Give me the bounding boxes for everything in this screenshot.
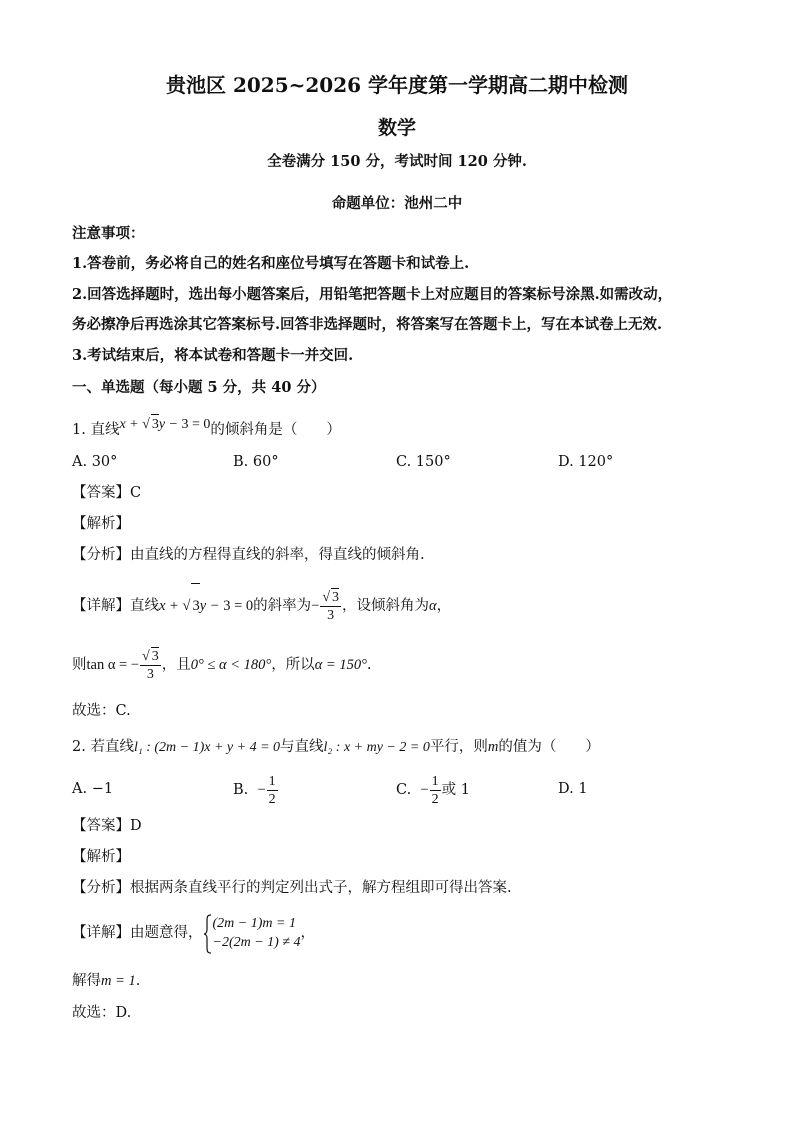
q2-analysis: 【分析】根据两条直线平行的判定列出式子，解方程组即可得出答案. [72, 880, 512, 896]
minus-sign: − [257, 782, 266, 798]
note-2b: 务必擦净后再选涂其它答案标号.回答非选择题时，将答案写在答题卡上，写在本试卷上无效. [72, 316, 663, 333]
q1-detail-equation: x + √ 3y − 3 = 0 [159, 598, 253, 614]
q2-option-b [233, 768, 279, 812]
section-heading: 一、单选题（每小题 5 分，共 40 分） [72, 379, 326, 396]
q2-answer: 【答案】D [72, 818, 142, 834]
q1-detail [72, 583, 451, 627]
q1-answer: 【答案】C [72, 485, 142, 501]
left-brace-icon [203, 914, 212, 954]
exam-info: 全卷满分 150 分，考试时间 120 分钟. [267, 153, 527, 170]
q2-option-c-fraction: $\frac{1}{2}$ [431, 773, 439, 807]
minus-sign: − [420, 782, 429, 798]
q2-option-c [396, 768, 470, 812]
q2-choose: 故选：D. [72, 1005, 132, 1021]
q2-mid2: 平行，则 [429, 739, 488, 755]
q2-prefix: 2. 若直线 [72, 739, 134, 755]
page-title: 贵池区 2025~2026 学年度第一学期高二期中检测 [165, 73, 628, 97]
q2-equation-1: (2m − 1)m = 1 [212, 916, 296, 931]
note-1: 1.答卷前，务必将自己的姓名和座位号填写在答题卡和试卷上. [72, 255, 470, 272]
q2-option-b-label: B. [233, 782, 249, 798]
note-2a: 2.回答选择题时，选出每小题答案后，用铅笔把答题卡上对应题目的答案标号涂黑.如需改动， [72, 286, 673, 303]
q1-suffix: 的倾斜角是（ ） [210, 422, 341, 438]
q2-mid: 与直线 [280, 739, 324, 755]
q2-line-2: l₂ : x + my − 2 = 0 [323, 740, 430, 755]
q2-equation-system [203, 914, 301, 952]
q1-choose: 故选：C. [72, 703, 131, 719]
q2-option-d: D. 1 [558, 781, 588, 797]
q2-comma: ， [300, 925, 316, 941]
q2-solve-end: . [135, 973, 141, 989]
q2-option-c-tail: 或 1 [441, 782, 470, 798]
q1-equation: x + √ 3y − 3 = 0 [119, 417, 210, 432]
q2-solve [72, 971, 140, 991]
question-2 [72, 737, 600, 758]
q2-variable-m: m [487, 739, 499, 755]
author-unit: 命题单位：池州二中 [331, 195, 463, 212]
q1-analysis-tag: 【解析】 [72, 516, 130, 532]
q1-slope-fraction: $\frac{√ 3}{3}$ [322, 590, 339, 623]
alpha-symbol: α [429, 598, 437, 614]
minus-sign: − [311, 598, 320, 614]
q1-then-text2: ，且 [161, 657, 191, 673]
q2-analysis-tag: 【解析】 [72, 849, 130, 865]
q1-then-text1: 则 [72, 657, 87, 673]
q2-line-1: l₁ : (2m − 1)x + y + 4 = 0 [133, 740, 281, 755]
q1-then [72, 643, 372, 687]
q1-detail-text2: 的斜率为 [253, 598, 312, 614]
note-3: 3.考试结束后，将本试卷和答题卡一并交回. [72, 347, 354, 364]
q2-detail-tag: 【详解】 [72, 925, 130, 941]
q2-detail-text: 由题意得， [130, 925, 203, 941]
q2-detail [72, 911, 315, 955]
q1-detail-text3: ，设倾斜角为 [342, 598, 429, 614]
q1-analysis: 【分析】由直线的方程得直线的斜率，得直线的倾斜角. [72, 547, 425, 563]
q1-detail-text1: 直线 [130, 598, 159, 614]
q2-option-a: A. −1 [72, 781, 114, 797]
q1-detail-text4: ， [436, 598, 452, 614]
q1-option-d: D. 120° [558, 454, 614, 470]
q1-option-c: C. 150° [396, 454, 451, 470]
subject-title: 数学 [377, 117, 416, 139]
q2-option-c-label: C. [396, 782, 412, 798]
q1-option-b: B. 60° [233, 454, 279, 470]
q1-prefix: 1. 直线 [72, 422, 120, 438]
q1-angle-range: 0° ≤ α < 180° [190, 657, 272, 673]
tan-alpha: tan α = − [86, 657, 140, 673]
q1-tan-fraction: $\frac{√ 3}{3}$ [142, 649, 159, 682]
q1-then-text3: ，所以 [271, 657, 315, 673]
q1-then-text4: . [366, 657, 372, 673]
question-1 [72, 417, 341, 441]
q2-option-b-fraction: $\frac{1}{2}$ [268, 773, 276, 807]
q2-solve-equation: m = 1 [101, 973, 136, 989]
q2-equation-2: −2(2m − 1) ≠ 4 [212, 935, 301, 950]
q2-suffix: 的值为（ ） [498, 739, 600, 755]
notes-heading: 注意事项： [72, 225, 145, 242]
q2-solve-text: 解得 [72, 973, 101, 989]
q1-detail-tag: 【详解】 [72, 598, 130, 614]
q1-option-a: A. 30° [72, 454, 118, 470]
q1-result: α = 150° [314, 657, 367, 673]
